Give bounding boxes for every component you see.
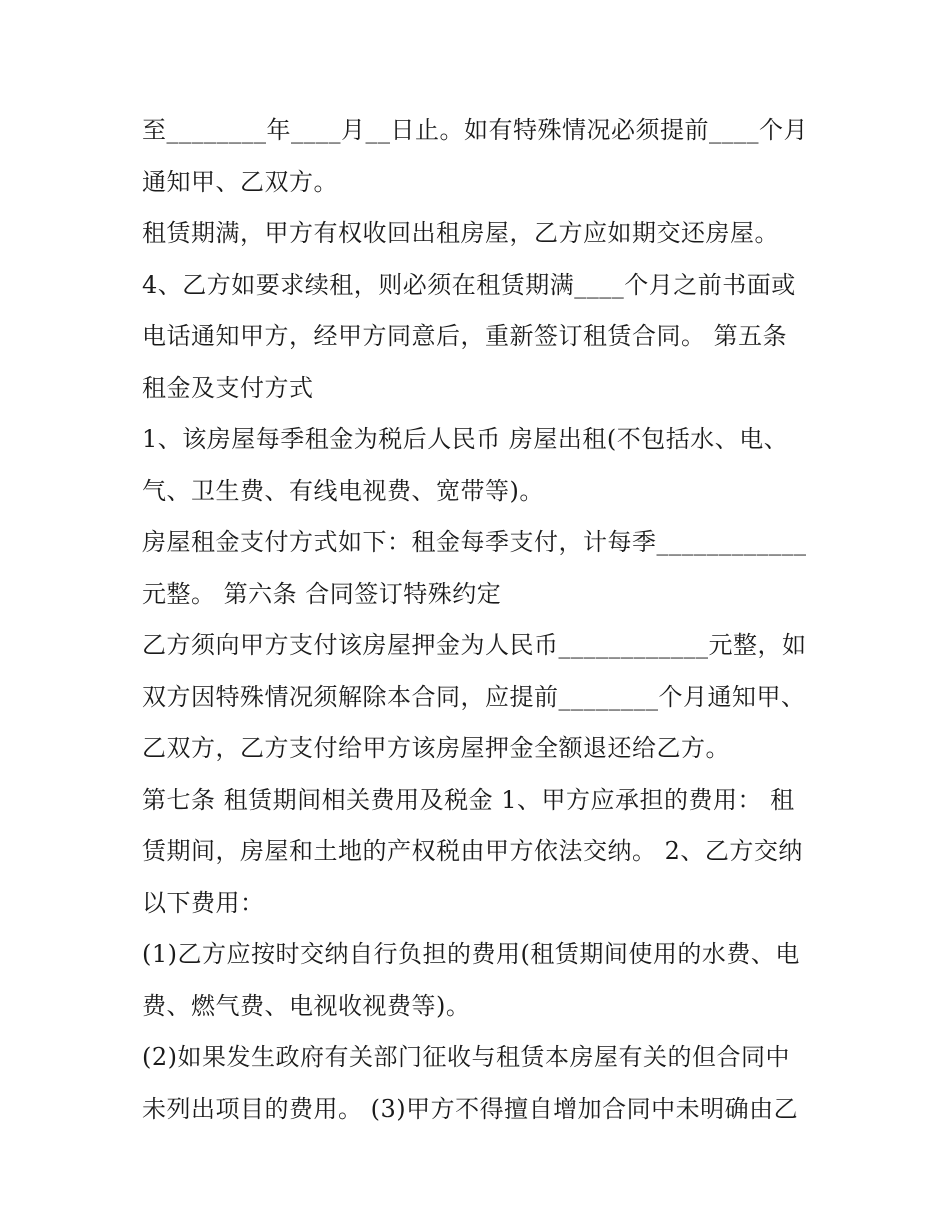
document-body xyxy=(142,105,822,1135)
text-line: 第七条 租赁期间相关费用及税金 1、甲方应承担的费用： 租 xyxy=(142,785,795,814)
text-line: 元整。 第六条 合同签订特殊约定 xyxy=(142,579,502,608)
text-line: 气、卫生费、有线电视费、宽带等)。 xyxy=(142,476,544,505)
text-line: 以下费用： xyxy=(142,888,265,917)
text-line: 双方因特殊情况须解除本合同，应提前________个月通知甲、 xyxy=(142,682,806,711)
text-line: 乙双方，乙方支付给甲方该房屋押金全额退还给乙方。 xyxy=(142,734,730,762)
text-line: (1)乙方应按时交纳自行负担的费用(租赁期间使用的水费、电 xyxy=(142,940,800,968)
text-line: 1、该房屋每季租金为税后人民币 房屋出租(不包括水、电、 xyxy=(142,425,789,453)
text-line: 租金及支付方式 xyxy=(142,373,314,402)
text-line: 至________年____月__日止。如有特殊情况必须提前____个月 xyxy=(142,116,808,144)
text-line: 房屋租金支付方式如下：租金每季支付，计每季____________ xyxy=(142,528,807,556)
text-line: 电话通知甲方，经甲方同意后，重新签订租赁合同。 第五条 xyxy=(142,322,788,350)
text-line: 租赁期满，甲方有权收回出租房屋，乙方应如期交还房屋。 xyxy=(142,219,779,247)
text-line: 通知甲、乙双方。 xyxy=(142,167,338,196)
text-line: 未列出项目的费用。 (3)甲方不得擅自增加合同中未明确由乙 xyxy=(142,1094,799,1123)
text-line: (2)如果发生政府有关部门征收与租赁本房屋有关的但合同中 xyxy=(142,1043,790,1071)
text-line: 费、燃气费、电视收视费等)。 xyxy=(142,991,471,1020)
text-line: 乙方须向甲方支付该房屋押金为人民币____________元整，如 xyxy=(142,631,807,659)
text-line: 4、乙方如要求续租，则必须在租赁期满____个月之前书面或 xyxy=(142,270,796,299)
text-line: 赁期间，房屋和土地的产权税由甲方依法交纳。 2、乙方交纳 xyxy=(142,837,803,865)
